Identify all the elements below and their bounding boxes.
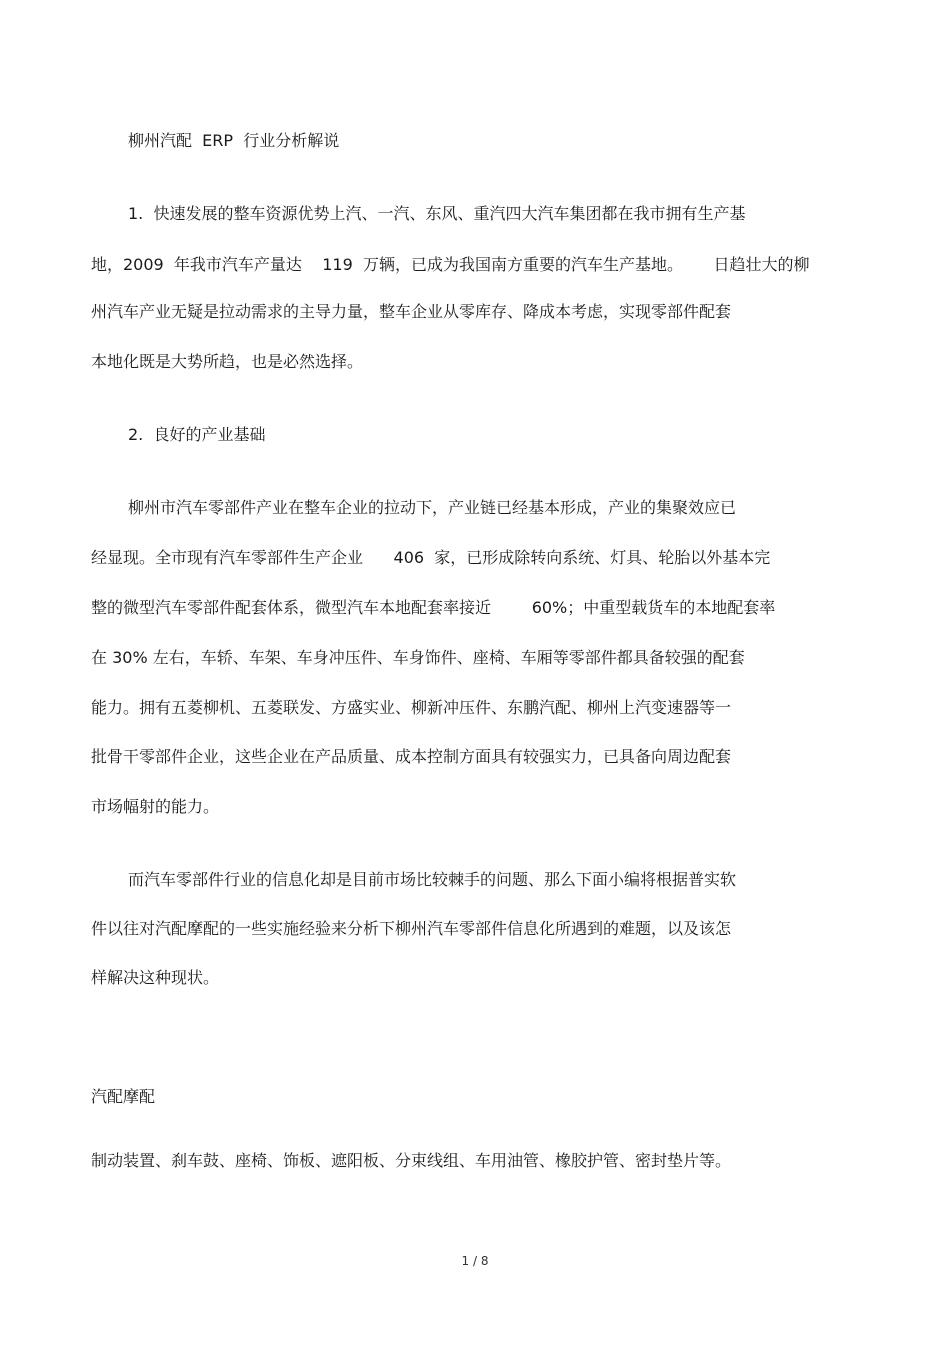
paragraph-2-line-5: 能力。拥有五菱柳机、五菱联发、方盛实业、柳新冲压件、东鹏汽配、柳州上汽变速器等一 bbox=[91, 698, 732, 717]
paragraph-1-line-1: 1. 快速发展的整车资源优势上汽、一汽、东风、重汽四大汽车集团都在我市拥有生产基 bbox=[128, 204, 746, 223]
paragraph-2-line-3: 整的微型汽车零部件配套体系，微型汽车本地配套率接近 60%；中重型载货车的本地配套率 bbox=[91, 598, 776, 617]
document-title: 柳州汽配 ERP 行业分析解说 bbox=[128, 131, 340, 150]
section-4-heading: 汽配摩配 bbox=[91, 1087, 156, 1106]
paragraph-3-line-2: 件以往对汽配摩配的一些实施经验来分析下柳州汽车零部件信息化所遇到的难题，以及该怎 bbox=[91, 919, 732, 938]
paragraph-2-line-4: 在 30% 左右，车轿、车架、车身冲压件、车身饰件、座椅、车厢等零部件都具备较强的配套 bbox=[91, 648, 745, 667]
paragraph-2-line-2: 经显现。全市现有汽车零部件生产企业 406 家，已形成除转向系统、灯具、轮胎以外基本完 bbox=[91, 548, 771, 567]
paragraph-1-line-4: 本地化既是大势所趋，也是必然选择。 bbox=[91, 352, 364, 371]
paragraph-3-line-1: 而汽车零部件行业的信息化却是目前市场比较棘手的问题、那么下面小编将根据普实软 bbox=[128, 870, 737, 889]
paragraph-1-line-3: 州汽车产业无疑是拉动需求的主导力量，整车企业从零库存、降成本考虑，实现零部件配套 bbox=[91, 302, 732, 321]
section-2-heading: 2. 良好的产业基础 bbox=[128, 425, 266, 444]
paragraph-3-line-3: 样解决这种现状。 bbox=[91, 968, 220, 987]
page-number: 1 / 8 bbox=[461, 1254, 489, 1268]
paragraph-2-line-1: 柳州市汽车零部件产业在整车企业的拉动下，产业链已经基本形成，产业的集聚效应已 bbox=[128, 498, 737, 517]
paragraph-2-line-7: 市场幅射的能力。 bbox=[91, 797, 220, 816]
paragraph-2-line-6: 批骨干零部件企业，这些企业在产品质量、成本控制方面具有较强实力，已具备向周边配套 bbox=[91, 747, 732, 766]
section-4-body: 制动装置、刹车鼓、座椅、饰板、遮阳板、分束线组、车用油管、橡胶护管、密封垫片等。 bbox=[91, 1151, 732, 1170]
paragraph-1-line-2: 地，2009 年我市汽车产量达 119 万辆，已成为我国南方重要的汽车生产基地。 日趋壮大的柳 bbox=[91, 255, 810, 274]
